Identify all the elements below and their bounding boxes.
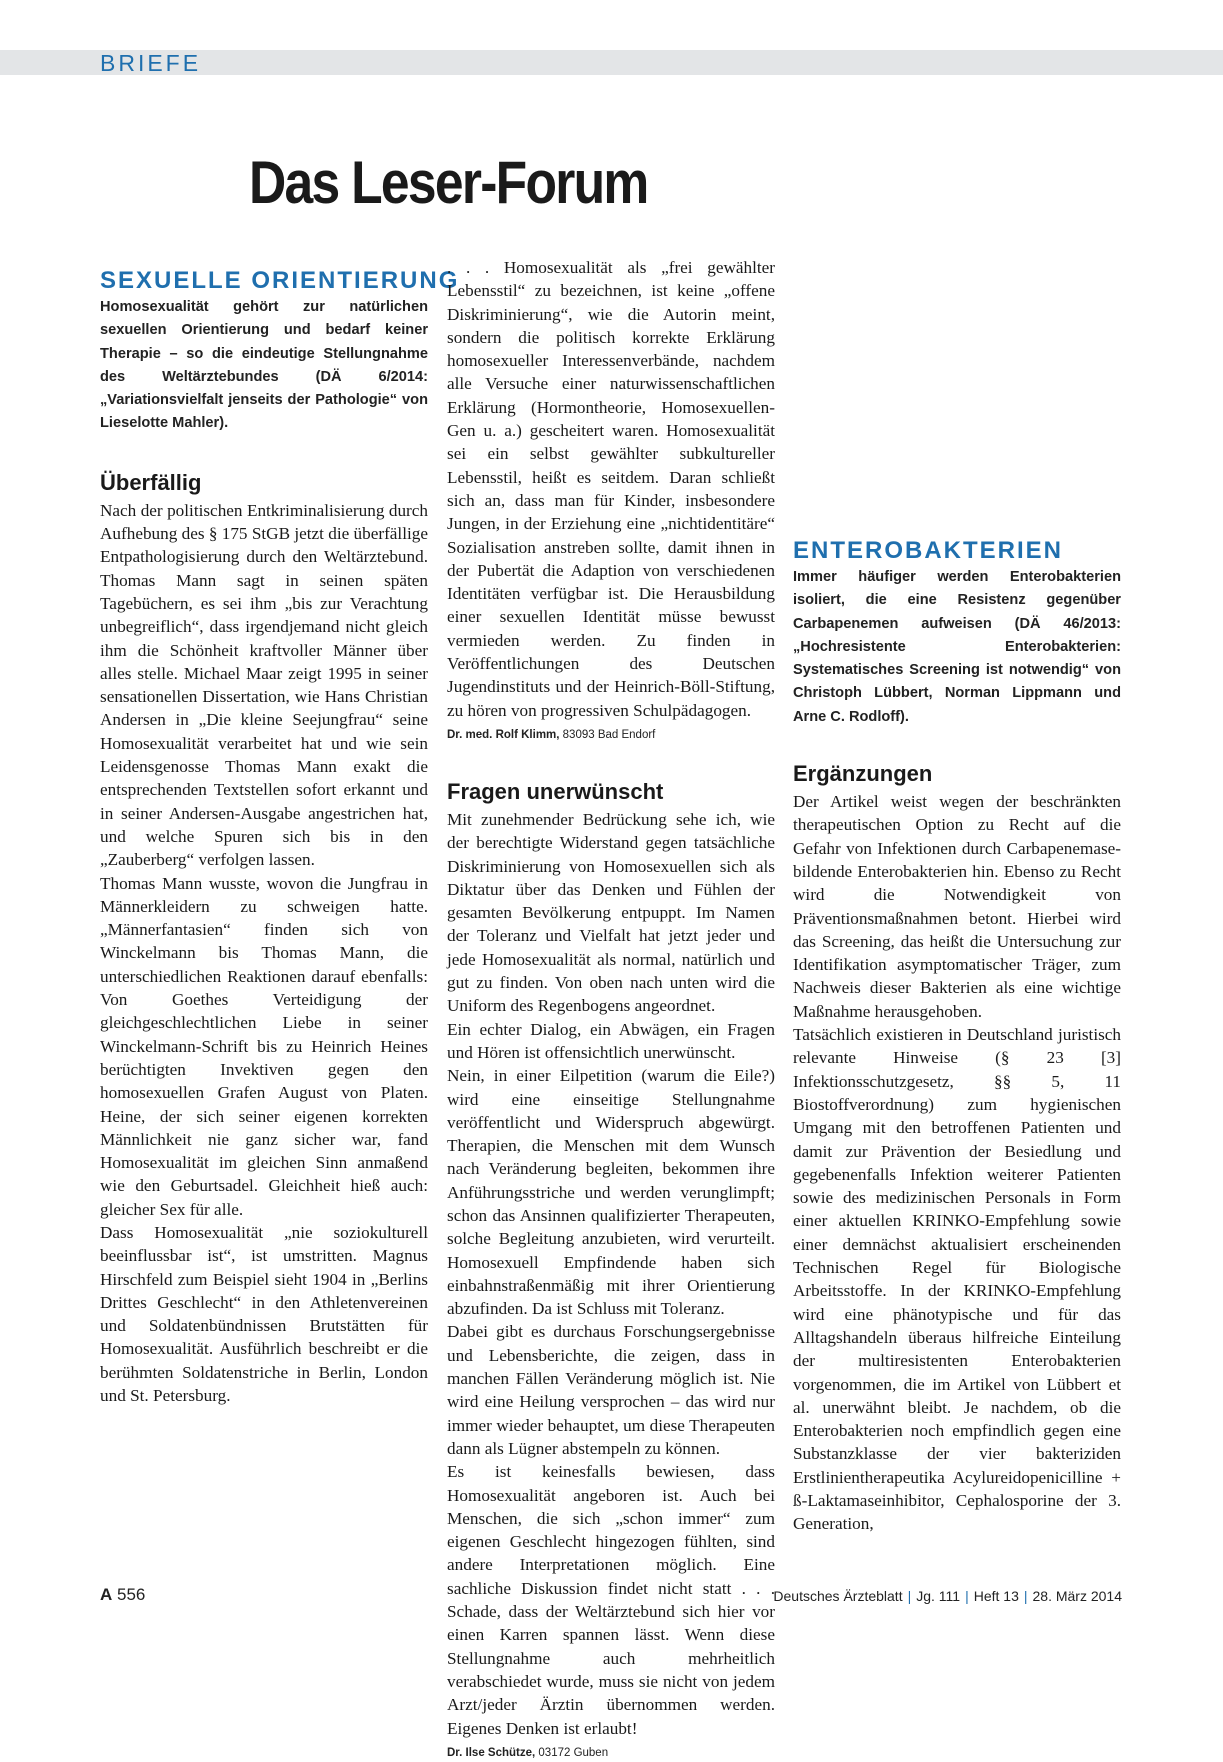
letter-body [447, 808, 775, 1740]
author-name: Dr. med. Rolf Klimm, [447, 728, 560, 741]
paragraph: Mit zunehmender Bedrückung sehe ich, wie der berechtigte Widerstand gegen tatsächliche Diskriminierung von Homosexuellen sich als Diktatur über das Denken und Fühlen der gesamten Bevölkerung entpuppt. Im Namen der Toleranz und Vielfalt hat jetzt jeder und jede Homosexualität als normal, natürlich und gut zu finden. Von oben nach unten wird die Uniform des Regenbogens angeordnet. [447, 809, 775, 1016]
journal-date: 28. März 2014 [1032, 1588, 1122, 1604]
author-place: 83093 Bad Endorf [559, 728, 656, 741]
page-number-value: 556 [112, 1585, 146, 1604]
letter-heading-ueberfaellig: Überfällig [100, 469, 202, 495]
separator: | [1023, 1588, 1028, 1604]
letter-heading-ergaenzungen: Ergänzungen [793, 761, 933, 787]
letter-body-continued [447, 256, 775, 722]
journal-volume: Jg. 111 [916, 1588, 961, 1604]
paragraph: . . . Homosexualität als „frei gewählter Lebensstil“ zu bezeichnen, ist keine „offene Diskriminierung“, wie die Autorin meint, sondern die politisch korrekte Erklärung homosexueller Interessenverbände, nachdem alle Versuche einer naturwissenschaftlichen Erklärung (Hormontheorie, Homosexuellen-Gen u. a.) gescheitert waren. Homosexualität sei ein selbst gewählter subkultureller Lebensstil, heißt es seitdem. Daran schließt sich an, dass man für Kinder, insbesondere Jungen, in der Erziehung eine „nichtidentitäre“ Sozialisation anstreben sollte, damit ihnen in der Pubertät die Adaption von verschiedenen Identitäten verfügbar ist. Die Herausbildung einer sexuellen Identität müsse bewusst vermieden werden. Zu finden in Veröffentlichungen des Deutschen Jugendinstituts und der Heinrich-Böll-Stiftung, zu hören von progressiven Schulpädagogen. [447, 258, 775, 720]
letter-body [100, 499, 428, 1408]
paragraph: Dass Homosexualität „nie soziokulturell beeinflussbar ist“, ist umstritten. Magnus Hirschfeld zum Beispiel sieht 1904 in „Berlins Drittes Geschlecht“ in den Athletenvereinen und Soldatenbündnissen Brutstätten für Homosexualität. Ausführlich beschreibt er die berühmten Soldatenstriche in Berlin, London und St. Petersburg. [100, 1222, 428, 1406]
page-title: Das Leser-Forum [249, 149, 648, 216]
topic-title-enterobakterien: ENTEROBAKTERIEN [793, 537, 1064, 564]
author-place: 03172 Guben [535, 1746, 609, 1759]
author-signature [447, 1744, 775, 1762]
topic-title-sexuelle-orientierung: SEXUELLE ORIENTIERUNG [100, 267, 460, 294]
author-name: Dr. Ilse Schütze, [447, 1746, 536, 1759]
page-prefix: A [100, 1585, 113, 1604]
author-signature [447, 726, 775, 744]
letter-body [793, 790, 1121, 1536]
topic-intro: Immer häufiger werden Enterobakterien isoliert, die eine Resistenz gegenüber Carbapenemen aufweisen (DÄ 46/2013: „Hochresistente Enterobakterien: Systematisches Screening ist notwendig“ von Christoph Lübbert, Norman Lippmann und Arne C. Rodloff). [793, 569, 1121, 725]
paragraph: Thomas Mann wusste, wovon die Jungfrau in Männerkleidern zu schweigen hatte. „Männerfantasien“ finden sich von Winckelmann bis Thomas Mann, die unterschiedlichen Reaktionen darauf ebenfalls: Von Goethes Verteidigung der gleichgeschlechtlichen Liebe in seiner Winckelmann-Schrift bis zu Heinrich Heines berüchtigten Invektiven gegen den homosexuellen Grafen August von Platen. Heine, der sich seiner eigenen korrekten Männlichkeit nie ganz sicher war, fand Homosexualität im gleichen Sinn anmaßend wie den Geburtsadel. Gleichheit hieß auch: gleicher Sex für alle. [100, 873, 428, 1219]
separator: | [965, 1588, 969, 1604]
letter-heading-fragen-unerwuenscht: Fragen unerwünscht [447, 778, 664, 804]
paragraph: Ein echter Dialog, ein Abwägen, ein Fragen und Hören ist offensichtlich unerwünscht. [447, 1019, 775, 1062]
paragraph: Nein, in einer Eilpetition (warum die Eile?) wird eine einseitige Stellungnahme veröffentlicht und Widerspruch abgewürgt. Therapien, die Menschen mit dem Wunsch nach Veränderung begleiten, bekommen ihre Anführungsstriche und werden verunglimpft; schon das Ansinnen qualifizierter Therapeuten, solche Begleitung anzubieten, wird verurteilt. Homosexuell Empfindende haben sich einbahnstraßenmäßig mit ihrer Orientierung abzufinden. Da ist Schluss mit Toleranz. [447, 1066, 775, 1319]
column-2 [447, 256, 775, 1762]
topic-intro: Homosexualität gehört zur natürlichen sexuellen Orientierung und bedarf keiner Therapie – so die eindeutige Stellungnahme des Weltärztebundes (DÄ 6/2014: „Variationsvielfalt jenseits der Pathologie“ von Lieselotte Mahler). [100, 299, 428, 432]
separator: | [907, 1588, 912, 1604]
paragraph: Es ist keinesfalls bewiesen, dass Homosexualität angeboren ist. Auch bei Menschen, die sich „schon immer“ zum eigenen Geschlecht hingezogen fühlten, sind andere Interpretationen möglich. Eine sachliche Diskussion findet nicht statt . . . Schade, dass der Weltärztebund sich hier vor einen Karren spannen lässt. Wenn diese Stellungnahme auch mehrheitlich verabschiedet wurde, muss sie nicht von jedem Arzt/jeder Ärztin übernommen werden. Eigenes Denken ist erlaubt! [447, 1462, 775, 1738]
paragraph: Nach der politischen Entkriminalisierung durch Aufhebung des § 175 StGB jetzt die überfällige Entpathologisierung durch den Weltärztebund. Thomas Mann sagt in seinen späten Tagebüchern, es sei ihm „bis zur Verachtung unbegreiflich“, dass irgendjemand nicht gleich ihm die Schönheit kraftvoller Männer über alles stelle. Michael Maar zeigt 1995 in seiner sensationellen Dissertation, wie Hans Christian Andersen in „Die kleine Seejungfrau“ seine Homosexualität verarbeitet hat und wie sein Leidensgenosse Thomas Mann exakt die entsprechenden Textstellen sofort erkannt und in seiner Andersen-Ausgabe angestrichen hat, und welche Spuren sich bis in den „Zauberberg“ verfolgen lassen. [100, 500, 428, 870]
paragraph: Der Artikel weist wegen der beschränkten therapeutischen Option zu Recht auf die Gefahr von Infektionen durch Carbapenemase-bildende Enterobakterien hin. Ebenso zu Recht wird die Notwendigkeit von Präventionsmaßnahmen betont. Hierbei wird das Screening, das heißt die Untersuchung zur Identifikation asymptomatischer Träger, zum Nachweis dieser Bakterien als eine wichtige Maßnahme herausgehoben. [793, 792, 1121, 1021]
page-number [100, 1585, 145, 1605]
column-3 [793, 536, 1121, 1536]
journal-issue: Heft 13 [973, 1588, 1019, 1604]
section-label: BRIEFE [100, 50, 202, 76]
column-1 [100, 266, 460, 1407]
journal-name: Deutsches Ärzteblatt [773, 1588, 903, 1604]
journal-info [773, 1588, 1122, 1604]
paragraph: Dabei gibt es durchaus Forschungsergebnisse und Lebensberichte, die zeigen, dass in manchen Fällen Veränderung möglich ist. Nie wird eine Heilung versprochen – das wird nur immer wieder behauptet, um diese Therapeuten dann als Lügner abstempeln zu können. [447, 1322, 775, 1458]
paragraph: Tatsächlich existieren in Deutschland juristisch relevante Hinweise (§ 23 [3] Infektionsschutzgesetz, §§ 5, 11 Biostoffverordnung) zum hygienischen Umgang mit den betroffenen Patienten und damit zur Prävention der Besiedlung und gegebenenfalls Infektion weiterer Patienten sowie des medizinischen Personals in Form einer aktuellen KRINKO-Empfehlung sowie einer demnächst aktualisiert erscheinenden Technischen Regel für Biologische Arbeitsstoffe. In der KRINKO-Empfehlung wird eine phänotypische und für das Alltagshandeln überaus hilfreiche Einteilung der multiresistenten Enterobakterien vorgenommen, die im Artikel von Lübbert et al. unerwähnt bleibt. Je nachdem, ob die Enterobakterien noch empfindlich gegen eine Substanzklasse der vier bakteriziden Erstlinientherapeutika Acylureidopenicilline + ß-Laktamaseinhibitor, Cephalosporine der 3. Generation, [793, 1025, 1121, 1534]
